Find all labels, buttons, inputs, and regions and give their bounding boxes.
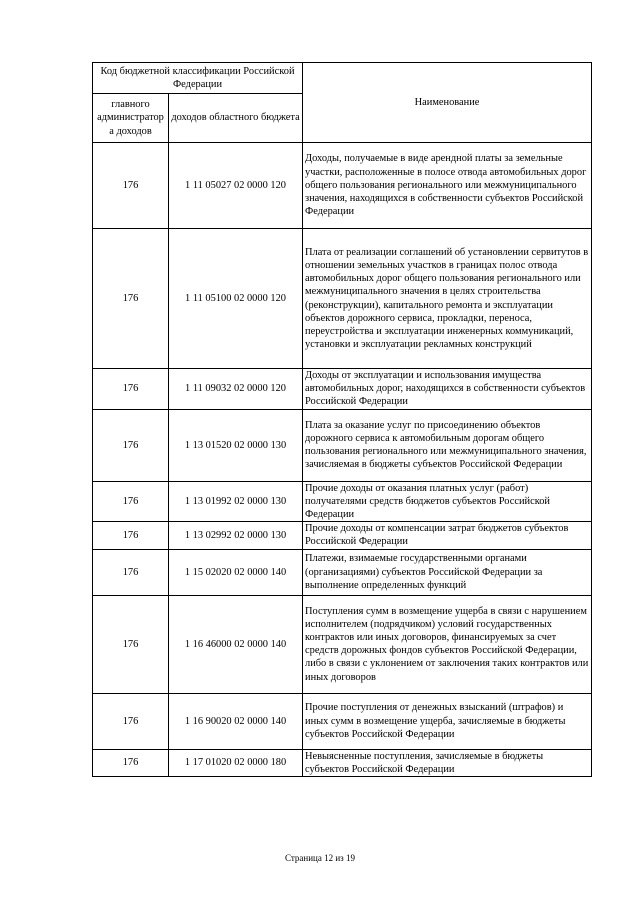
table-row bbox=[93, 229, 592, 369]
admin-code-cell: 176 bbox=[93, 409, 169, 481]
table-row bbox=[93, 693, 592, 749]
table-row bbox=[93, 409, 592, 481]
income-name-cell: Доходы от эксплуатации и использования имущества автомобильных дорог, находящихся в собственности субъектов Российской Федерации bbox=[303, 369, 592, 410]
table-row bbox=[93, 369, 592, 410]
table-row bbox=[93, 522, 592, 549]
table-body bbox=[93, 143, 592, 777]
admin-code-cell: 176 bbox=[93, 229, 169, 369]
table-header-row bbox=[93, 63, 592, 94]
income-name-cell: Прочие доходы от компенсации затрат бюджетов субъектов Российской Федерации bbox=[303, 522, 592, 549]
income-code-cell: 1 13 01520 02 0000 130 bbox=[169, 409, 303, 481]
table-row bbox=[93, 481, 592, 522]
table-row bbox=[93, 749, 592, 776]
header-budget-code-group: Код бюджетной классификации Российской Федерации bbox=[93, 63, 303, 94]
income-name-cell: Плата за оказание услуг по присоединению объектов дорожного сервиса к автомобильным дорогам общего пользования регионального или межмуниципального значения, зачисляемая в бюджеты субъектов Российской Федерации bbox=[303, 409, 592, 481]
income-code-cell: 1 13 02992 02 0000 130 bbox=[169, 522, 303, 549]
income-name-cell: Доходы, получаемые в виде арендной платы за земельные участки, расположенные в полосе отвода автомобильных дорог общего пользования регионального или межмуниципального значения, находящихся в собственности субъектов Российской Федерации bbox=[303, 143, 592, 229]
income-code-cell: 1 11 05027 02 0000 120 bbox=[169, 143, 303, 229]
income-code-cell: 1 17 01020 02 0000 180 bbox=[169, 749, 303, 776]
income-code-cell: 1 16 46000 02 0000 140 bbox=[169, 595, 303, 693]
header-income-code: доходов областного бюджета bbox=[169, 94, 303, 143]
admin-code-cell: 176 bbox=[93, 522, 169, 549]
income-code-cell: 1 16 90020 02 0000 140 bbox=[169, 693, 303, 749]
header-name: Наименование bbox=[303, 63, 592, 143]
admin-code-cell: 176 bbox=[93, 549, 169, 595]
income-name-cell: Прочие поступления от денежных взысканий (штрафов) и иных сумм в возмещение ущерба, зачисляемые в бюджеты субъектов Российской Федерации bbox=[303, 693, 592, 749]
income-code-cell: 1 13 01992 02 0000 130 bbox=[169, 481, 303, 522]
table-row bbox=[93, 143, 592, 229]
income-name-cell: Плата от реализации соглашений об установлении сервитутов в отношении земельных участков в границах полос отвода автомобильных дорог общего пользования регионального или межмуниципального значения в целях строительства (реконструкции), капитального ремонта и эксплуатации объектов дорожного сервиса, прокладки, переноса, переустройства и эксплуатации инженерных коммуникаций, установки и эксплуатации рекламных конструкций bbox=[303, 229, 592, 369]
income-code-cell: 1 11 09032 02 0000 120 bbox=[169, 369, 303, 410]
header-admin-code: главного администратора доходов bbox=[93, 94, 169, 143]
admin-code-cell: 176 bbox=[93, 749, 169, 776]
income-name-cell: Платежи, взимаемые государственными органами (организациями) субъектов Российской Федерации за выполнение определенных функций bbox=[303, 549, 592, 595]
table-row bbox=[93, 595, 592, 693]
table-row bbox=[93, 549, 592, 595]
admin-code-cell: 176 bbox=[93, 143, 169, 229]
income-name-cell: Невыясненные поступления, зачисляемые в бюджеты субъектов Российской Федерации bbox=[303, 749, 592, 776]
income-name-cell: Прочие доходы от оказания платных услуг (работ) получателями средств бюджетов субъектов Российской Федерации bbox=[303, 481, 592, 522]
income-code-cell: 1 11 05100 02 0000 120 bbox=[169, 229, 303, 369]
budget-classification-table bbox=[92, 62, 592, 777]
admin-code-cell: 176 bbox=[93, 481, 169, 522]
admin-code-cell: 176 bbox=[93, 693, 169, 749]
page-number: Страница 12 из 19 bbox=[285, 853, 355, 863]
income-name-cell: Поступления сумм в возмещение ущерба в связи с нарушением исполнителем (подрядчиком) условий государственных контрактов или иных договоров, финансируемых за счет средств дорожных фондов субъектов Российской Федерации, либо в связи с уклонением от заключения таких контрактов или иных договоров bbox=[303, 595, 592, 693]
admin-code-cell: 176 bbox=[93, 595, 169, 693]
admin-code-cell: 176 bbox=[93, 369, 169, 410]
income-code-cell: 1 15 02020 02 0000 140 bbox=[169, 549, 303, 595]
